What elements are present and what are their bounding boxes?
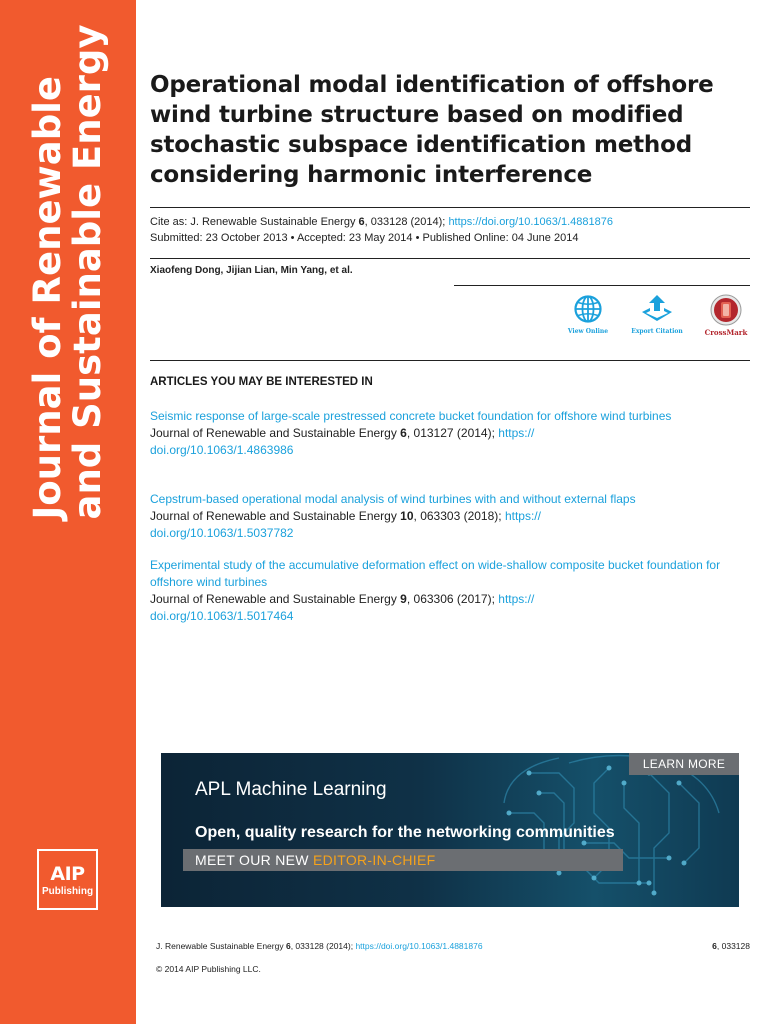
logo-publishing-text: Publishing bbox=[41, 886, 94, 897]
authors: Xiaofeng Dong, Jijian Lian, Min Yang, et al. bbox=[150, 265, 353, 276]
cite-line bbox=[150, 214, 750, 230]
journal-name-vertical bbox=[28, 24, 108, 519]
footer-page-volume: 6 bbox=[712, 941, 717, 951]
publication-dates: Submitted: 23 October 2013 • Accepted: 23 May 2014 • Published Online: 04 June 2014 bbox=[150, 232, 579, 244]
related-article-title-link[interactable]: Seismic response of large-scale prestressed concrete bucket foundation for offshore wind turbines bbox=[150, 409, 672, 423]
export-citation-label: Export Citation bbox=[631, 328, 683, 335]
ad-subtitle: Open, quality research for the networking communities bbox=[195, 824, 615, 841]
export-citation-button[interactable] bbox=[627, 294, 687, 335]
ad-bar-highlight: EDITOR-IN-CHIEF bbox=[312, 852, 436, 868]
crossmark-icon bbox=[709, 294, 743, 326]
footer-copyright: © 2014 AIP Publishing LLC. bbox=[156, 964, 261, 974]
ad-editor-banner[interactable] bbox=[183, 849, 623, 871]
related-article-ref: , 013127 (2014); bbox=[406, 426, 499, 440]
related-article-doi-link[interactable]: https:// bbox=[504, 509, 541, 523]
ad-bar-prefix: MEET OUR NEW bbox=[195, 852, 313, 868]
footer-page-number: , 033128 bbox=[716, 941, 750, 951]
article-doi-link[interactable]: https://doi.org/10.1063/1.4881876 bbox=[448, 216, 613, 228]
related-article bbox=[150, 408, 750, 459]
related-article bbox=[150, 557, 750, 625]
crossmark-button[interactable] bbox=[696, 294, 756, 337]
ad-title: APL Machine Learning bbox=[195, 779, 387, 800]
related-article-volume: 6 bbox=[400, 426, 407, 440]
footer-citation bbox=[156, 941, 750, 951]
apl-machine-learning-ad[interactable] bbox=[161, 753, 739, 907]
related-article-doi-link[interactable]: doi.org/10.1063/1.5017464 bbox=[150, 609, 294, 623]
related-article-doi-link[interactable]: doi.org/10.1063/1.5037782 bbox=[150, 526, 294, 540]
divider bbox=[454, 285, 750, 286]
related-article-ref: , 063303 (2018); bbox=[413, 509, 505, 523]
citation-block bbox=[150, 214, 750, 246]
related-article bbox=[150, 491, 750, 542]
footer-page-id bbox=[712, 941, 750, 951]
related-articles-heading: ARTICLES YOU MAY BE INTERESTED IN bbox=[150, 376, 373, 388]
footer-cite-prefix: J. Renewable Sustainable Energy bbox=[156, 941, 286, 951]
divider bbox=[150, 360, 750, 361]
aip-publishing-logo[interactable] bbox=[37, 849, 98, 910]
related-article-journal: Journal of Renewable and Sustainable Energy bbox=[150, 592, 401, 606]
crossmark-label: CrossMark bbox=[704, 328, 748, 337]
related-article-doi-link[interactable]: https:// bbox=[498, 426, 535, 440]
cite-volume: 6 bbox=[358, 216, 365, 228]
related-article-ref: , 063306 (2017); bbox=[406, 592, 499, 606]
related-article-doi-link[interactable]: https:// bbox=[498, 592, 535, 606]
related-article-doi-link[interactable]: doi.org/10.1063/1.4863986 bbox=[150, 443, 294, 457]
journal-sidebar bbox=[0, 0, 136, 1024]
logo-aip-text: AIP bbox=[50, 863, 85, 885]
export-citation-icon bbox=[640, 294, 674, 324]
footer-doi-link[interactable]: https://doi.org/10.1063/1.4881876 bbox=[355, 941, 483, 951]
related-article-title-link[interactable]: Experimental study of the accumulative deformation effect on wide-shallow composite bucket foundation for offshore wind turbines bbox=[150, 558, 721, 589]
cite-prefix: Cite as: J. Renewable Sustainable Energy bbox=[150, 216, 359, 228]
related-article-journal: Journal of Renewable and Sustainable Energy bbox=[150, 509, 401, 523]
learn-more-button[interactable]: LEARN MORE bbox=[629, 753, 739, 775]
related-article-volume: 10 bbox=[400, 509, 414, 523]
journal-name-line-2: and Sustainable Energy bbox=[66, 24, 109, 520]
view-online-button[interactable] bbox=[558, 294, 618, 335]
view-online-label: View Online bbox=[567, 328, 609, 335]
related-article-journal: Journal of Renewable and Sustainable Energy bbox=[150, 426, 401, 440]
article-title: Operational modal identification of offshore wind turbine structure based on modified stochastic subspace identification method considering harmonic interference bbox=[150, 72, 714, 188]
journal-name-line-1: Journal of Renewable bbox=[26, 76, 69, 520]
divider bbox=[150, 258, 750, 259]
footer-cite-suffix: , 033128 (2014); bbox=[290, 941, 356, 951]
footer-volume: 6 bbox=[285, 941, 291, 951]
cite-suffix: , 033128 (2014); bbox=[364, 216, 449, 228]
divider bbox=[150, 207, 750, 208]
related-article-volume: 9 bbox=[400, 592, 407, 606]
globe-icon bbox=[573, 294, 603, 324]
related-article-title-link[interactable]: Cepstrum-based operational modal analysis of wind turbines with and without external flaps bbox=[150, 492, 636, 506]
